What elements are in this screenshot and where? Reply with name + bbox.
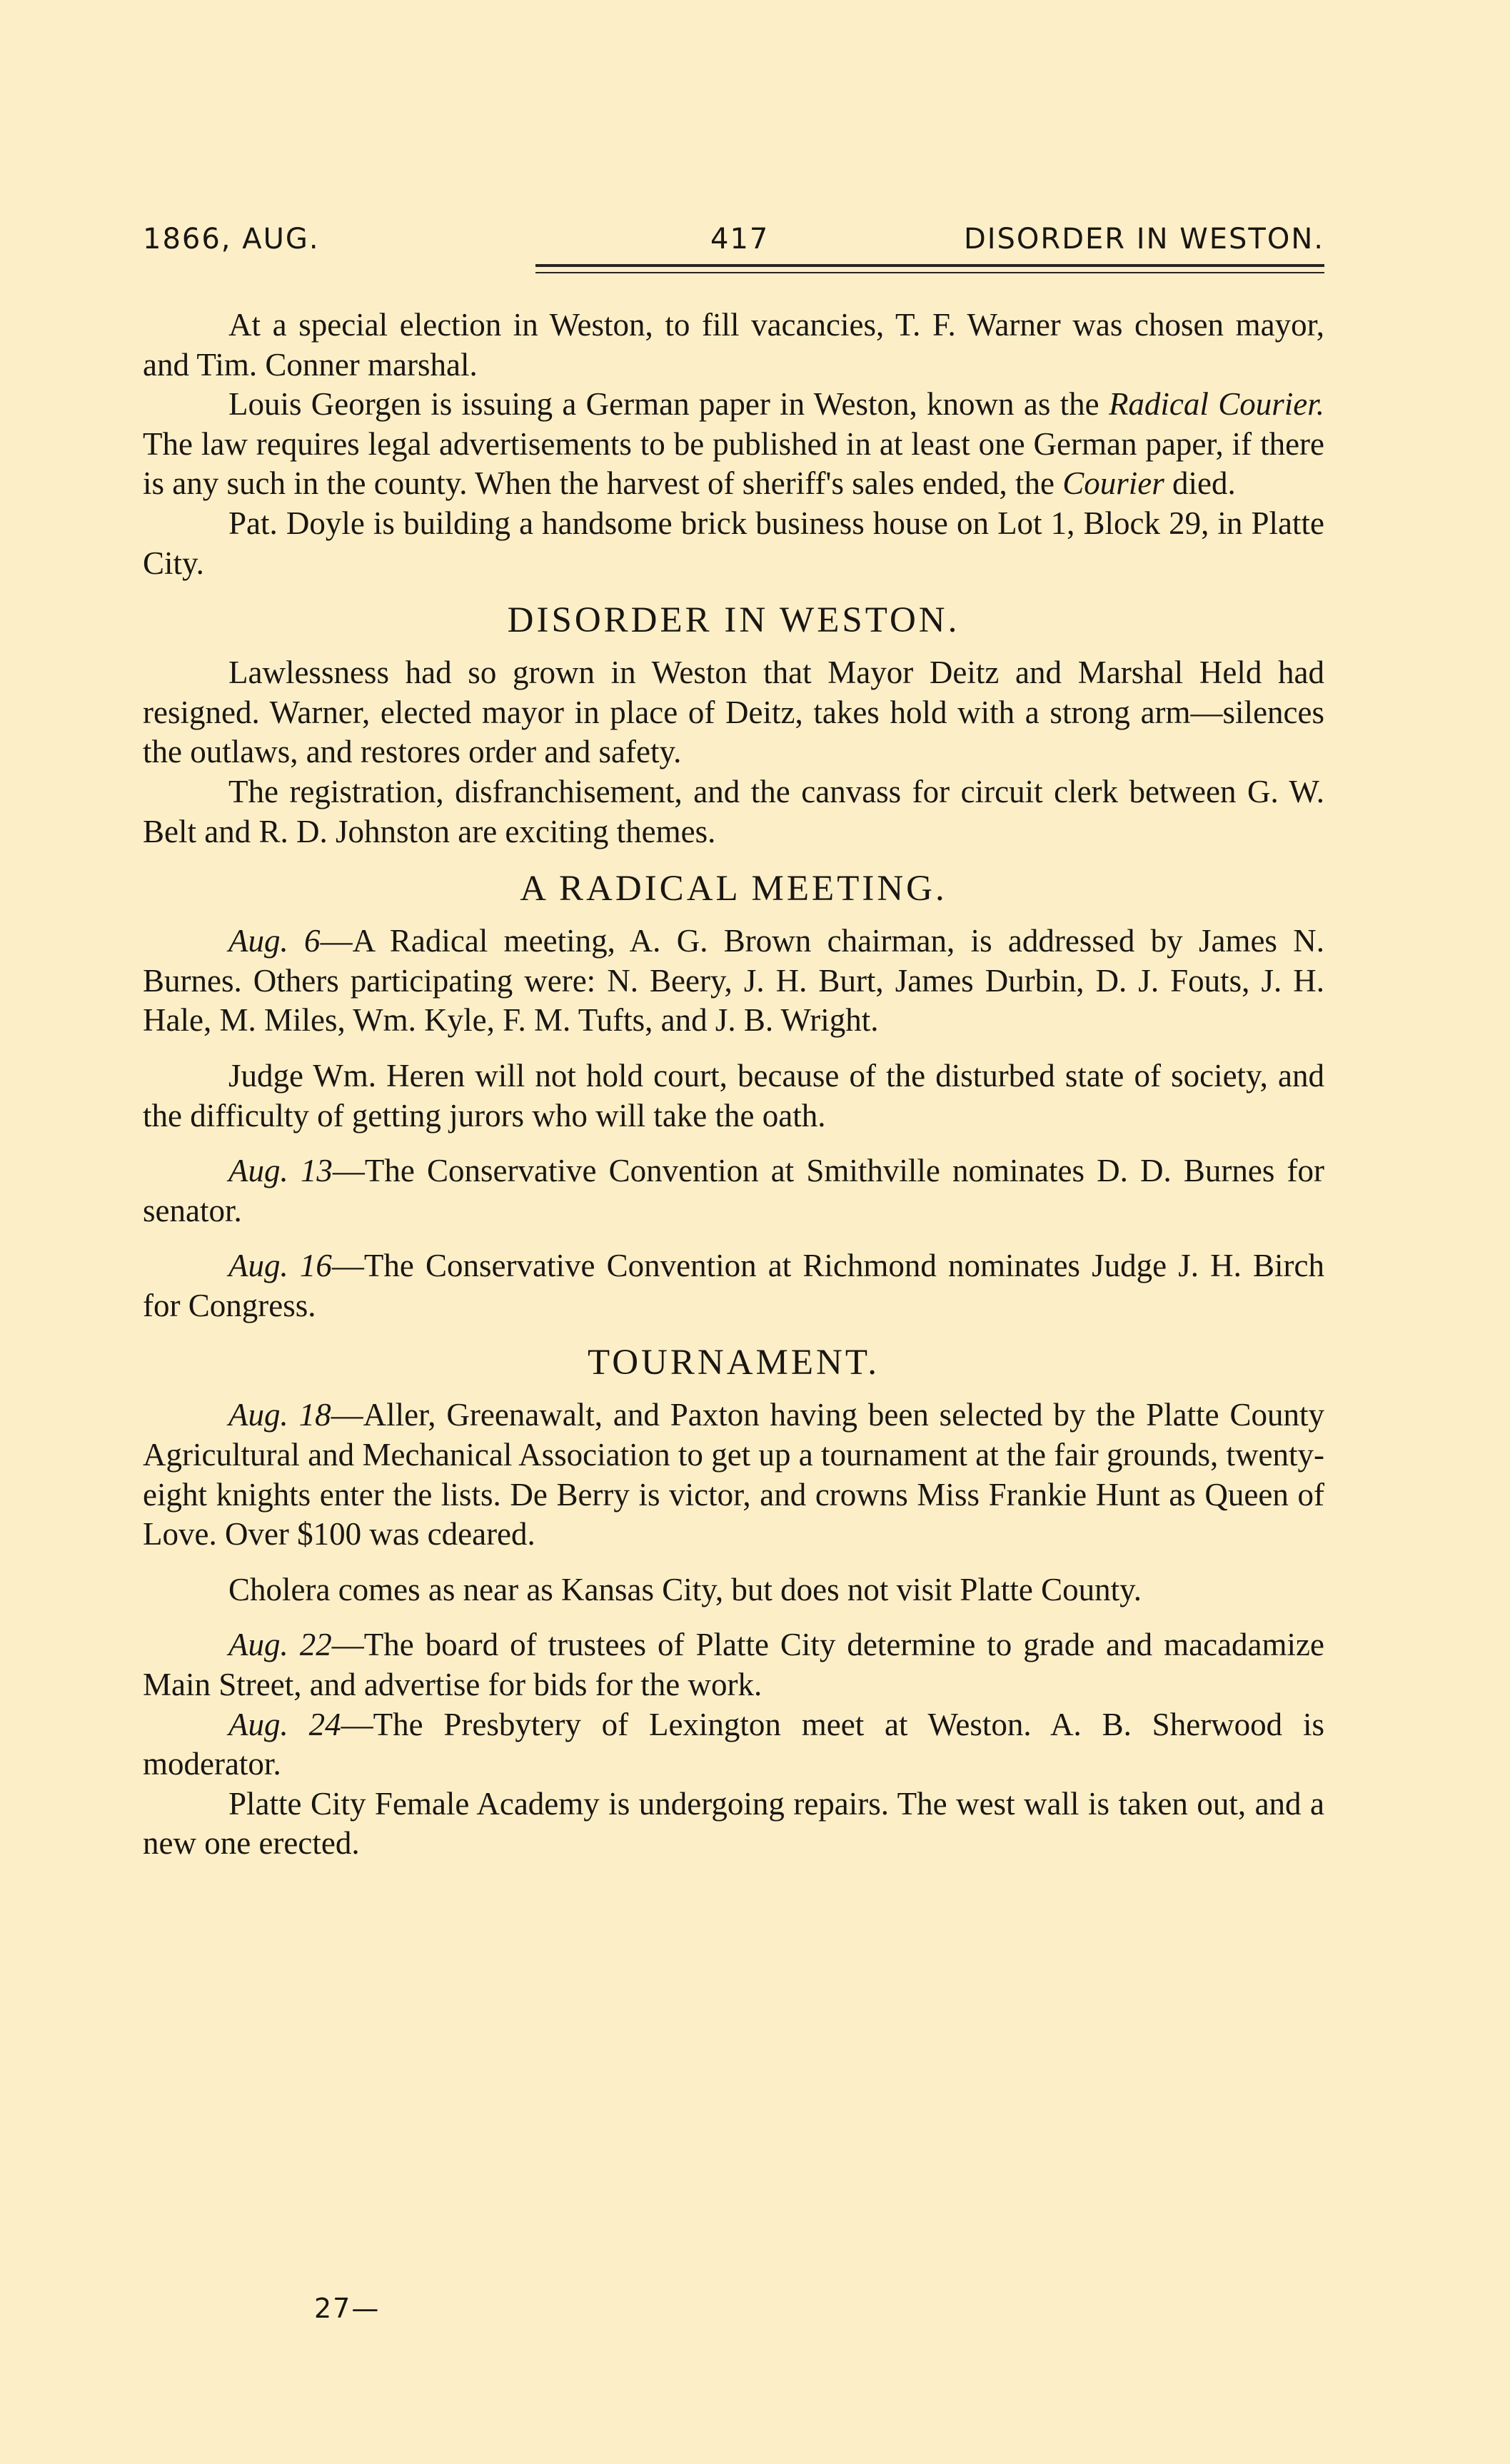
paragraph-registration: The registration, disfranchisement, and the canvass for circuit clerk between G. W. Belt and R. D. Johnston are exciting themes. [143,773,1324,849]
heading-radical-meeting: A RADICAL MEETING. [520,869,947,909]
paragraph-lawlessness: Lawlessness had so grown in Weston that Mayor Deitz and Marshal Held had resigned. Warner, elected mayor in place of Deitz, takes hold with a strong arm—silences the outlaws, and restores order and safety. [143,655,1324,770]
header-title: DISORDER IN WESTON. [963,223,1324,256]
heading-tournament: TOURNAMENT. [587,1343,880,1383]
paragraph-academy: Platte City Female Academy is undergoing repairs. The west wall is taken out, and a new one erected. [143,1785,1324,1862]
page-body [143,306,1324,1864]
entry-date: Aug. 24 [228,1706,341,1742]
running-header [143,223,1324,266]
entry-date: Aug. 22 [228,1627,332,1663]
newspaper-title: Radical Courier. [1108,386,1324,423]
entry-date: Aug. 18 [228,1397,331,1433]
entry-date: Aug. 13 [228,1153,333,1189]
signature-mark: 27— [314,2293,381,2324]
paragraph-main-street: Aug. 22—The board of trustees of Platte City determine to grade and macadamize Main Street, and advertise for bids for the work. [143,1627,1324,1703]
header-rule-thin [535,272,1324,273]
newspaper-title-short: Courier [1062,465,1164,502]
header-date: 1866, AUG. [143,223,320,256]
paragraph-richmond: Aug. 16—The Conservative Convention at Richmond nominates Judge J. H. Birch for Congress. [143,1248,1324,1323]
heading-disorder: DISORDER IN WESTON. [507,600,960,641]
paragraph-presbytery: Aug. 24—The Presbytery of Lexington meet at Weston. A. B. Sherwood is moderator. [143,1706,1324,1782]
page-number: 417 [710,223,770,256]
header-rule [535,264,1324,267]
paragraph-german-paper: Louis Georgen is issuing a German paper in Weston, known as the Radical Courier. The law requires legal advertisements to be published in at least one German paper, if there is any such in the county. When the harvest of sheriff's sales ended, the Courier died. [143,386,1324,502]
paragraph-judge-heren: Judge Wm. Heren will not hold court, because of the disturbed state of society, and the difficulty of getting jurors who will take the oath. [143,1057,1324,1133]
paragraph-special-election: At a special election in Weston, to fill vacancies, T. F. Warner was chosen mayor, and Tim. Conner marshal. [143,307,1324,383]
entry-date: Aug. 6 [228,923,321,959]
paragraph-radical-meeting: Aug. 6—A Radical meeting, A. G. Brown chairman, is addressed by James N. Burnes. Others participating were: N. Beery, J. H. Burt, James Durbin, D. J. Fouts, J. H. Hale, M. Miles, Wm. Kyle, F. M. Tufts, and J. B. Wright. [143,923,1324,1039]
paragraph-tournament: Aug. 18—Aller, Greenawalt, and Paxton having been selected by the Platte County Agricultural and Mechanical Association to get up a tournament at the fair grounds, twenty-eight knights enter the lists. De Berry is victor, and crowns Miss Frankie Hunt as Queen of Love. Over $100 was cdeared. [143,1397,1324,1552]
paragraph-brick-house: Pat. Doyle is building a handsome brick business house on Lot 1, Block 29, in Platte City. [143,505,1324,581]
paragraph-cholera: Cholera comes as near as Kansas City, but does not visit Platte County. [228,1571,1142,1607]
entry-date: Aug. 16 [228,1248,332,1284]
paragraph-smithville: Aug. 13—The Conservative Convention at Smithville nominates D. D. Burnes for senator. [143,1153,1324,1228]
